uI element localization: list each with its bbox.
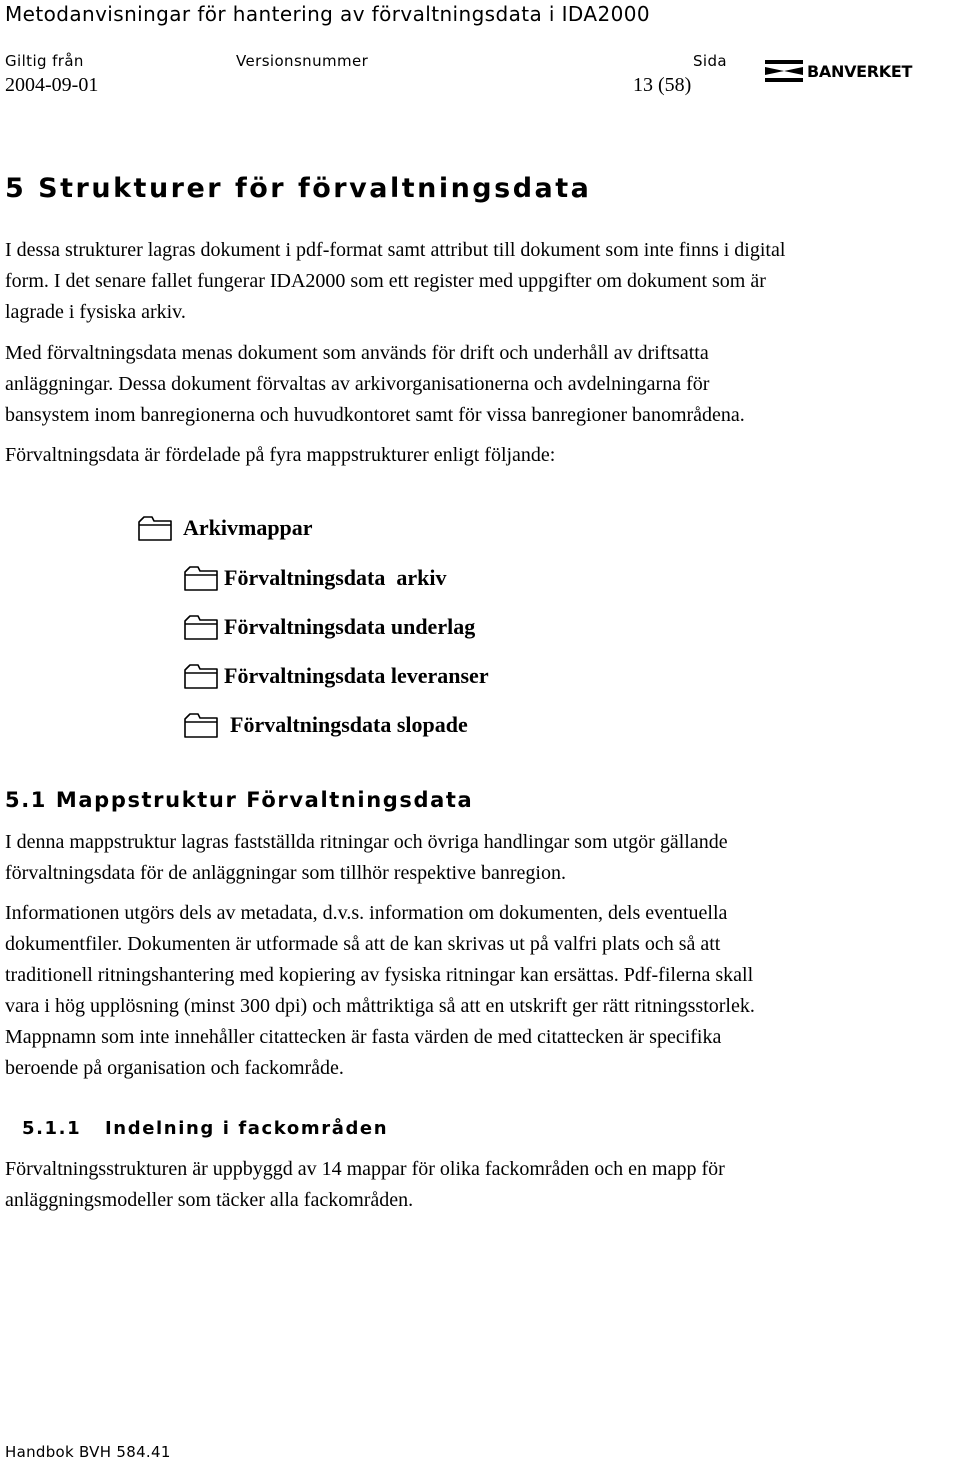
folder-label: Förvaltningsdata underlag [224, 614, 476, 639]
logo-text: BANVERKET [807, 61, 913, 81]
fackomraden-line: Förvaltningsstrukturen är uppbyggd av 14 mappar för olika fackområden och en mapp för [5, 1158, 725, 1180]
section-heading: 5 Strukturer för förvaltningsdata [5, 173, 592, 204]
definition-line: Med förvaltningsdata menas dokument som används för drift och underhåll av driftsatta [5, 342, 709, 364]
folder-item-arkiv [183, 564, 446, 592]
intro-line: form. I det senare fallet fungerar IDA2000 som ett register med uppgifter om dokument som är [5, 270, 766, 292]
information-line: traditionell ritningshantering med kopiering av fysiska ritningar kan ersättas. Pdf-filerna skall [5, 964, 754, 986]
information-line: Mappnamn som inte innehåller citattecken är fasta värden de med citattecken är specifika [5, 1026, 722, 1048]
folder-item-leveranser [183, 662, 489, 690]
information-line: dokumentfiler. Dokumenten är utformade så att de kan skrivas ut på valfri plats och så att [5, 933, 721, 955]
information-line: beroende på organisation och fackområde. [5, 1057, 344, 1079]
banverket-logo-icon [765, 60, 803, 82]
folder-label: Förvaltningsdata arkiv [224, 565, 447, 590]
folder-icon [183, 662, 221, 690]
fackomraden-line: anläggningsmodeller som täcker alla fackområden. [5, 1189, 414, 1211]
version-label: Versionsnummer [236, 52, 369, 70]
folder-label: Förvaltningsdata slopade [230, 712, 468, 737]
mappstruktur-line: förvaltningsdata för de anläggningar som tillhör respektive banregion. [5, 862, 566, 884]
subsubsection-title: Indelning i fackområden [105, 1118, 389, 1139]
intro-paragraph [5, 235, 955, 328]
folder-icon [137, 514, 175, 542]
fackomraden-paragraph [5, 1154, 955, 1216]
folder-icon [183, 564, 221, 592]
banverket-logo [765, 60, 912, 82]
valid-from-label: Giltig från [5, 52, 84, 70]
definition-line: anläggningar. Dessa dokument förvaltas av arkivorganisationerna och avdelningarna för [5, 373, 710, 395]
folder-item-underlag [183, 613, 475, 641]
mappstruktur-paragraph [5, 827, 955, 889]
intro-line: I dessa strukturer lagras dokument i pdf-format samt attribut till dokument som inte finns i digital [5, 239, 786, 261]
folder-label: Arkivmappar [183, 515, 313, 540]
subsection-heading: 5.1 Mappstruktur Förvaltningsdata [5, 788, 474, 812]
page-number: 13 (58) [633, 74, 692, 96]
intro-line: lagrade i fysiska arkiv. [5, 301, 186, 323]
folder-icon [183, 613, 221, 641]
footer-handbook: Handbok BVH 584.41 [5, 1443, 171, 1461]
folder-label: Förvaltningsdata leveranser [224, 663, 489, 688]
mappstruktur-line: I denna mappstruktur lagras fastställda ritningar och övriga handlingar som utgör gällande [5, 831, 728, 853]
folder-item-slopade [183, 711, 468, 739]
information-line: vara i hög upplösning (minst 300 dpi) och måttriktiga så att en utskrift ger rätt ritningsstorlek. [5, 995, 755, 1017]
folder-icon [183, 711, 221, 739]
definition-line: bansystem inom banregionerna och huvudkontoret samt för vissa banregioner banområdena. [5, 404, 745, 426]
page-label: Sida [693, 52, 728, 70]
distribution-paragraph [5, 440, 955, 471]
information-paragraph [5, 898, 955, 1084]
folder-item-arkivmappar [137, 514, 313, 542]
subsubsection-number: 5.1.1 [22, 1118, 82, 1139]
valid-from-value: 2004-09-01 [5, 74, 99, 96]
distribution-line: Förvaltningsdata är fördelade på fyra mappstrukturer enligt följande: [5, 444, 556, 466]
information-line: Informationen utgörs dels av metadata, d.v.s. information om dokumenten, dels eventuella [5, 902, 728, 924]
document-title: Metodanvisningar för hantering av förvaltningsdata i IDA2000 [5, 2, 650, 26]
definition-paragraph [5, 338, 955, 431]
